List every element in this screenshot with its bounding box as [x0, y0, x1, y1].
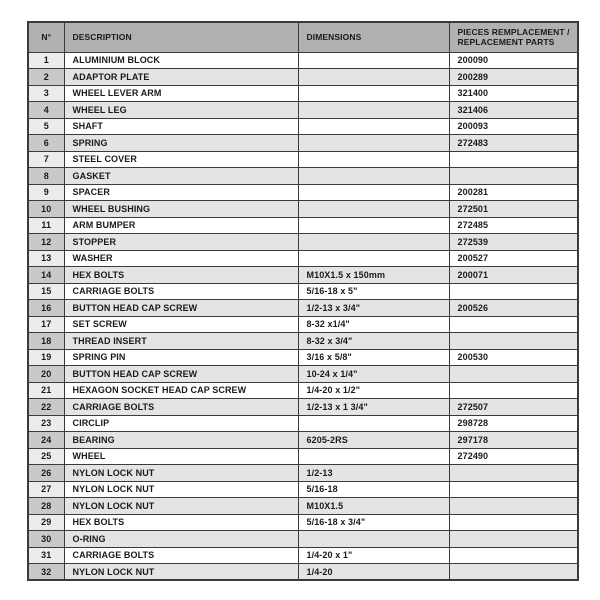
description-cell: WHEEL [64, 448, 298, 465]
description-cell: THREAD INSERT [64, 333, 298, 350]
part-number-cell: 200071 [449, 267, 578, 284]
dimensions-cell [298, 69, 449, 86]
table-row [28, 267, 578, 284]
dimensions-cell [298, 85, 449, 102]
dimensions-cell: 3/16 x 5/8" [298, 349, 449, 366]
row-number-cell: 25 [28, 448, 64, 465]
description-cell: BUTTON HEAD CAP SCREW [64, 300, 298, 317]
dimensions-cell: 10-24 x 1/4" [298, 366, 449, 383]
dimensions-cell: 1/4-20 [298, 564, 449, 581]
part-number-cell: 272483 [449, 135, 578, 152]
table-row [28, 564, 578, 581]
description-cell: ALUMINIUM BLOCK [64, 52, 298, 69]
part-number-cell [449, 498, 578, 515]
table-row [28, 498, 578, 515]
part-number-cell: 297178 [449, 432, 578, 449]
description-cell: SPRING PIN [64, 349, 298, 366]
description-cell: STEEL COVER [64, 151, 298, 168]
dimensions-cell: 5/16-18 x 3/4" [298, 514, 449, 531]
dimensions-cell [298, 102, 449, 119]
table-row [28, 69, 578, 86]
table-row [28, 531, 578, 548]
part-number-cell [449, 366, 578, 383]
description-cell: NYLON LOCK NUT [64, 481, 298, 498]
row-number-cell: 9 [28, 184, 64, 201]
part-number-cell [449, 168, 578, 185]
part-number-cell: 200093 [449, 118, 578, 135]
table-row [28, 151, 578, 168]
row-number-cell: 1 [28, 52, 64, 69]
table-row [28, 52, 578, 69]
column-header-description: DESCRIPTION [64, 22, 298, 52]
table-row [28, 135, 578, 152]
description-cell: ADAPTOR PLATE [64, 69, 298, 86]
dimensions-cell: 1/2-13 [298, 465, 449, 482]
dimensions-cell: 6205-2RS [298, 432, 449, 449]
dimensions-cell: 5/16-18 x 5" [298, 283, 449, 300]
table-row [28, 465, 578, 482]
dimensions-cell: 1/4-20 x 1/2" [298, 382, 449, 399]
dimensions-cell: 1/2-13 x 3/4" [298, 300, 449, 317]
row-number-cell: 32 [28, 564, 64, 581]
description-cell: CARRIAGE BOLTS [64, 283, 298, 300]
table-row [28, 481, 578, 498]
column-header-replacement-parts: PIECES REMPLACEMENT / REPLACEMENT PARTS [449, 22, 578, 52]
table-row [28, 432, 578, 449]
part-number-cell [449, 465, 578, 482]
description-cell: ARM BUMPER [64, 217, 298, 234]
description-cell: WHEEL LEVER ARM [64, 85, 298, 102]
row-number-cell: 14 [28, 267, 64, 284]
dimensions-cell: 8-32 x 3/4" [298, 333, 449, 350]
table-row [28, 448, 578, 465]
part-number-cell [449, 151, 578, 168]
part-number-cell: 200530 [449, 349, 578, 366]
row-number-cell: 6 [28, 135, 64, 152]
row-number-cell: 10 [28, 201, 64, 218]
description-cell: HEX BOLTS [64, 267, 298, 284]
row-number-cell: 29 [28, 514, 64, 531]
row-number-cell: 26 [28, 465, 64, 482]
row-number-cell: 7 [28, 151, 64, 168]
description-cell: NYLON LOCK NUT [64, 498, 298, 515]
description-cell: BEARING [64, 432, 298, 449]
part-number-cell [449, 564, 578, 581]
parts-table [27, 21, 579, 581]
dimensions-cell [298, 217, 449, 234]
table-row [28, 168, 578, 185]
row-number-cell: 13 [28, 250, 64, 267]
part-number-cell: 200289 [449, 69, 578, 86]
part-number-cell: 321400 [449, 85, 578, 102]
dimensions-cell [298, 448, 449, 465]
table-row [28, 102, 578, 119]
table-row [28, 514, 578, 531]
part-number-cell: 272507 [449, 399, 578, 416]
row-number-cell: 16 [28, 300, 64, 317]
table-row [28, 201, 578, 218]
description-cell: HEXAGON SOCKET HEAD CAP SCREW [64, 382, 298, 399]
dimensions-cell [298, 118, 449, 135]
description-cell: STOPPER [64, 234, 298, 251]
row-number-cell: 3 [28, 85, 64, 102]
row-number-cell: 17 [28, 316, 64, 333]
table-row [28, 250, 578, 267]
row-number-cell: 28 [28, 498, 64, 515]
dimensions-cell [298, 415, 449, 432]
description-cell: WHEEL LEG [64, 102, 298, 119]
row-number-cell: 31 [28, 547, 64, 564]
description-cell: WASHER [64, 250, 298, 267]
row-number-cell: 20 [28, 366, 64, 383]
description-cell: SPRING [64, 135, 298, 152]
row-number-cell: 30 [28, 531, 64, 548]
dimensions-cell [298, 52, 449, 69]
row-number-cell: 27 [28, 481, 64, 498]
part-number-cell: 200281 [449, 184, 578, 201]
description-cell: HEX BOLTS [64, 514, 298, 531]
part-number-cell [449, 547, 578, 564]
description-cell: O-RING [64, 531, 298, 548]
column-header-number: N° [28, 22, 64, 52]
dimensions-cell: 1/2-13 x 1 3/4" [298, 399, 449, 416]
dimensions-cell: M10X1.5 x 150mm [298, 267, 449, 284]
part-number-cell [449, 531, 578, 548]
table-row [28, 399, 578, 416]
part-number-cell: 200526 [449, 300, 578, 317]
parts-table-body [28, 52, 578, 580]
table-row [28, 85, 578, 102]
table-row [28, 283, 578, 300]
row-number-cell: 19 [28, 349, 64, 366]
table-row [28, 234, 578, 251]
part-number-cell: 272539 [449, 234, 578, 251]
table-row [28, 382, 578, 399]
part-number-cell: 272501 [449, 201, 578, 218]
part-number-cell [449, 514, 578, 531]
table-row [28, 366, 578, 383]
part-number-cell [449, 382, 578, 399]
description-cell: WHEEL BUSHING [64, 201, 298, 218]
description-cell: CARRIAGE BOLTS [64, 399, 298, 416]
dimensions-cell [298, 184, 449, 201]
dimensions-cell [298, 531, 449, 548]
part-number-cell: 200527 [449, 250, 578, 267]
part-number-cell [449, 333, 578, 350]
description-cell: NYLON LOCK NUT [64, 564, 298, 581]
row-number-cell: 22 [28, 399, 64, 416]
part-number-cell [449, 283, 578, 300]
header-row [28, 22, 578, 52]
table-row [28, 300, 578, 317]
part-number-cell: 321406 [449, 102, 578, 119]
row-number-cell: 21 [28, 382, 64, 399]
row-number-cell: 12 [28, 234, 64, 251]
description-cell: SHAFT [64, 118, 298, 135]
table-row [28, 415, 578, 432]
dimensions-cell [298, 234, 449, 251]
dimensions-cell: 1/4-20 x 1" [298, 547, 449, 564]
part-number-cell: 298728 [449, 415, 578, 432]
column-header-dimensions: DIMENSIONS [298, 22, 449, 52]
description-cell: SPACER [64, 184, 298, 201]
description-cell: GASKET [64, 168, 298, 185]
row-number-cell: 18 [28, 333, 64, 350]
part-number-cell [449, 316, 578, 333]
dimensions-cell: M10X1.5 [298, 498, 449, 515]
table-row [28, 217, 578, 234]
part-number-cell: 272490 [449, 448, 578, 465]
table-row [28, 349, 578, 366]
description-cell: BUTTON HEAD CAP SCREW [64, 366, 298, 383]
description-cell: CARRIAGE BOLTS [64, 547, 298, 564]
dimensions-cell [298, 151, 449, 168]
row-number-cell: 8 [28, 168, 64, 185]
part-number-cell: 272485 [449, 217, 578, 234]
part-number-cell: 200090 [449, 52, 578, 69]
table-row [28, 184, 578, 201]
row-number-cell: 15 [28, 283, 64, 300]
row-number-cell: 5 [28, 118, 64, 135]
dimensions-cell [298, 201, 449, 218]
row-number-cell: 4 [28, 102, 64, 119]
table-row [28, 547, 578, 564]
part-number-cell [449, 481, 578, 498]
row-number-cell: 2 [28, 69, 64, 86]
table-row [28, 333, 578, 350]
dimensions-cell: 8-32 x1/4" [298, 316, 449, 333]
row-number-cell: 23 [28, 415, 64, 432]
dimensions-cell: 5/16-18 [298, 481, 449, 498]
dimensions-cell [298, 250, 449, 267]
row-number-cell: 11 [28, 217, 64, 234]
row-number-cell: 24 [28, 432, 64, 449]
description-cell: CIRCLIP [64, 415, 298, 432]
table-row [28, 118, 578, 135]
parts-table-container [27, 21, 577, 581]
table-row [28, 316, 578, 333]
parts-table-header [28, 22, 578, 52]
description-cell: NYLON LOCK NUT [64, 465, 298, 482]
dimensions-cell [298, 135, 449, 152]
dimensions-cell [298, 168, 449, 185]
description-cell: SET SCREW [64, 316, 298, 333]
